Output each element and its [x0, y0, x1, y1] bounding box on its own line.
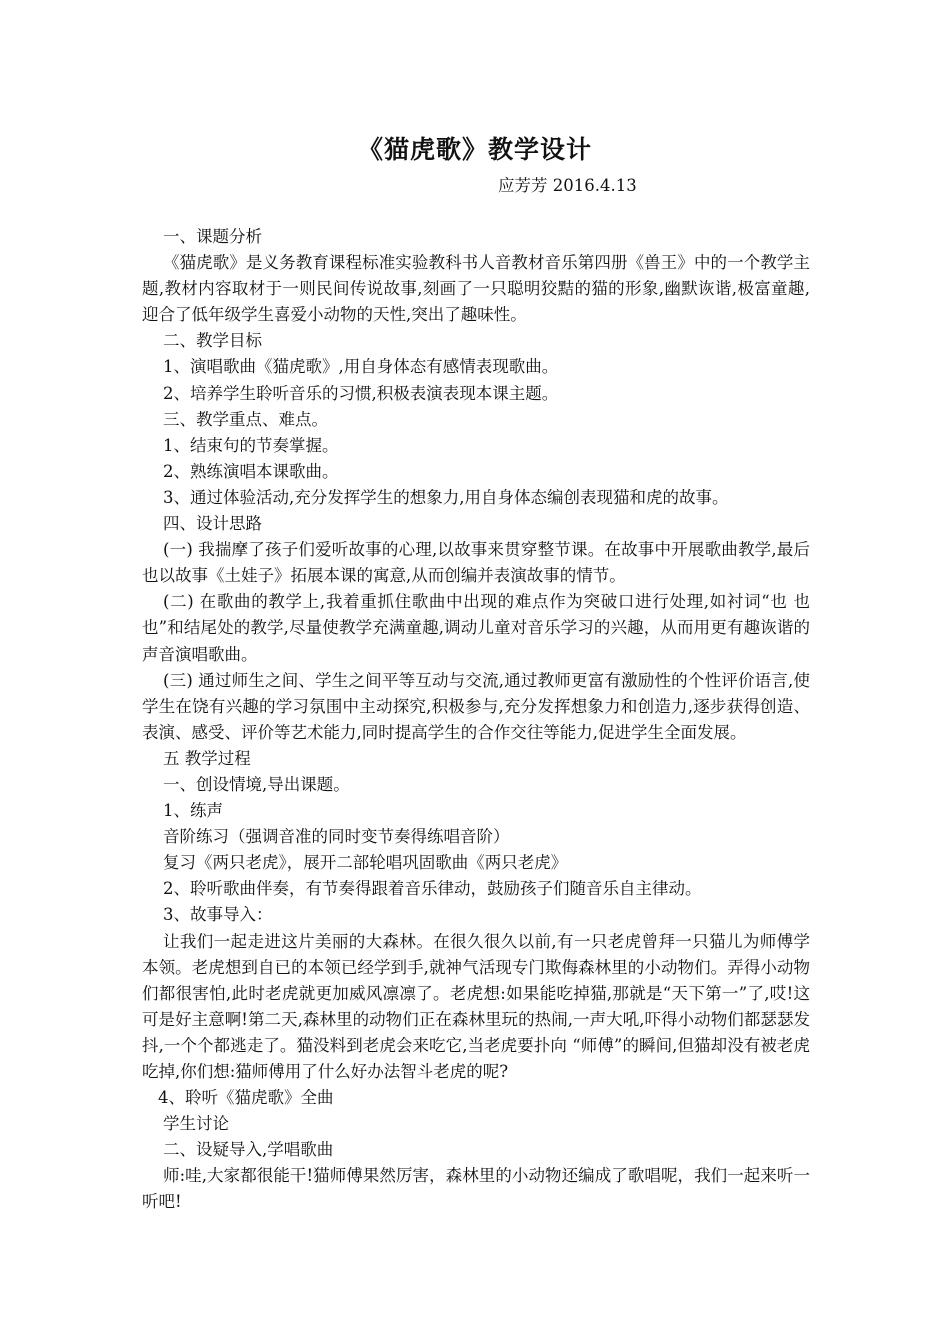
paragraph: (一) 我揣摩了孩子们爱听故事的心理,以故事来贯穿整节课。在故事中开展歌曲教学,最后也以故事《土娃子》拓展本课的寓意,从而创编并表演故事的情节。	[142, 540, 810, 586]
paragraph: 音阶练习（强调音准的同时变节奏得练唱音阶）	[163, 827, 510, 847]
heading-topic-analysis: 一、课题分析	[163, 227, 262, 246]
list-item: 3、故事导入：	[163, 905, 273, 925]
paragraph: (三) 通过师生之间、学生之间平等互动与交流,通过教师更富有激励性的个性评价语言,使学生在饶有兴趣的学习氛围中主动探究,积极参与,充分发挥想象力和创造力,逐步获得创造、表演、感受、评价等艺术能力,同时提高学生的合作交往等能力,促进学生全面发展。	[142, 670, 810, 742]
list-item: 4、聆听《猫虎歌》全曲	[158, 1088, 334, 1108]
document-title: 《猫虎歌》教学设计	[357, 135, 592, 164]
subheading: 二、设疑导入,学唱歌曲	[163, 1140, 334, 1160]
subheading: 一、创设情境,导出课题。	[163, 774, 350, 794]
paragraph: (二) 在歌曲的教学上,我着重抓住歌曲中出现的难点作为突破口进行处理,如衬词“也 也 也”和结尾处的教学,尽量使教学充满童趣,调动儿童对音乐学习的兴趣，从而用更有趣诙谐的声音演唱歌曲。	[142, 592, 810, 664]
paragraph: 《猫虎歌》是义务教育课程标准实验教科书人音教材音乐第四册《兽王》中的一个教学主题,教材内容取材于一则民间传说故事,刻画了一只聪明狡黠的猫的形象,幽默诙谐,极富童趣,迎合了低年级学生喜爱小动物的天性,突出了趣味性。	[142, 253, 810, 325]
paragraph: 师:哇,大家都很能干!猫师傅果然厉害，森林里的小动物还编成了歌唱呢，我们一起来听一听吧!	[142, 1166, 810, 1212]
list-item: 1、演唱歌曲《猫虎歌》,用自身体态有感情表现歌曲。	[163, 357, 559, 377]
list-item: 2、聆听歌曲伴奏，有节奏得跟着音乐律动，鼓励孩子们随音乐自主律动。	[163, 879, 702, 899]
list-item: 1、练声	[163, 801, 223, 821]
heading-key-points: 三、教学重点、难点。	[163, 409, 328, 429]
document-body	[142, 224, 810, 1216]
list-item: 2、熟练演唱本课歌曲。	[163, 461, 339, 481]
list-item: 3、通过体验活动,充分发挥学生的想象力,用自身体态编创表现猫和虎的故事。	[163, 487, 729, 507]
list-item: 1、结束句的节奏掌握。	[163, 435, 339, 455]
author-date: 应芳芳 2016.4.13	[498, 176, 637, 195]
heading-design-ideas: 四、设计思路	[163, 514, 262, 534]
paragraph: 让我们一起走进这片美丽的大森林。在很久很久以前,有一只老虎曾拜一只猫儿为师傅学本领。老虎想到自已的本领已经学到手,就神气活现专门欺侮森林里的小动物们。弄得小动物们都很害怕,此时老虎就更加威风凛凛了。老虎想:如果能吃掉猫,那就是“天下第一”了,哎!这可是好主意啊!第二天,森林里的动物们正在森林里玩的热闹,一声大吼,吓得小动物们都瑟瑟发抖,一个个都逃走了。猫没料到老虎会来吃它,当老虎要扑向 “师傅”的瞬间,但猫却没有被老虎吃掉,你们想:猫师傅用了什么好办法智斗老虎的呢?	[142, 931, 810, 1081]
paragraph: 复习《两只老虎》，展开二部轮唱巩固歌曲《两只老虎》	[163, 853, 568, 873]
heading-teaching-process: 五 教学过程	[163, 748, 251, 768]
paragraph: 学生讨论	[163, 1114, 229, 1134]
list-item: 2、培养学生聆听音乐的习惯,积极表演表现本课主题。	[163, 383, 559, 403]
heading-teaching-goals: 二、教学目标	[163, 331, 262, 351]
